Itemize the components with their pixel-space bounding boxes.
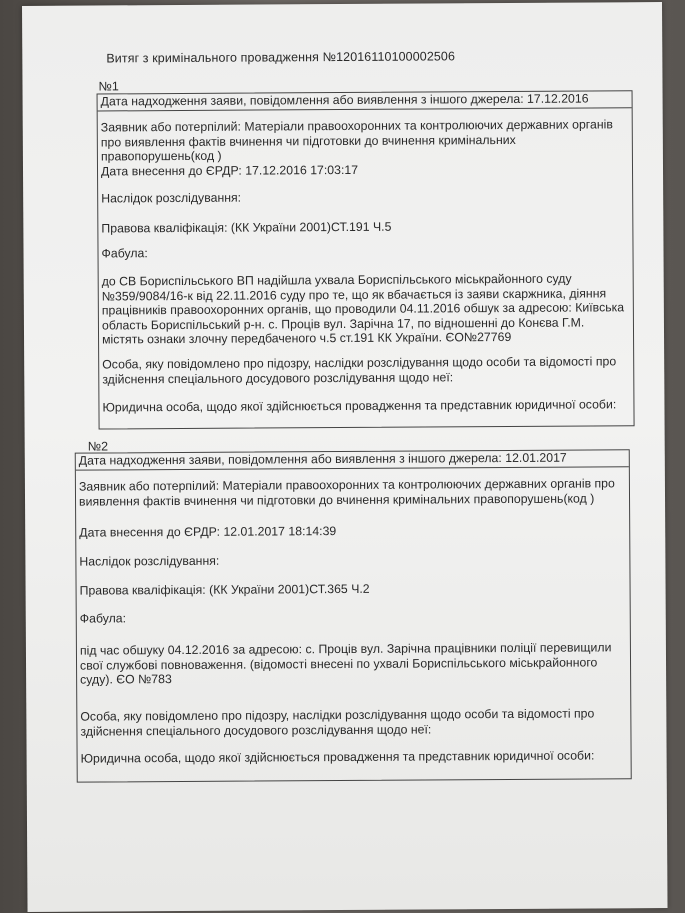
- legal-entity: Юридична особа, щодо якої здійснюється провадження та представник юридичної особи:: [80, 748, 595, 766]
- date-received: Дата надходження заяви, повідомлення або виявлення з іншого джерела: 12.01.2017: [76, 450, 629, 470]
- legal-qualification: Правова кваліфікація: (КК України 2001)СТ.191 Ч.5: [101, 219, 392, 236]
- fabula-label: Фабула:: [79, 611, 127, 626]
- fabula-text: до СВ Бориспільського ВП надійшла ухвала Бориспільського міськрайонного суду №359/9084/16-к від 22.11.2016 суду про те, що як вбачається із заяви скаржника, діяння працівників правоохоронних органів, що проводили 04.11.2016 обшук за адресою: Київська область Бориспільський р-н. с. Проців вул. Зарічна 17, по відношенні до Конєва Г.М. містять ознаки злочну передбаченого ч.5 ст.191 КК України. ЄО№27769: [101, 271, 625, 347]
- applicant: Заявник або потерпілий: Матеріали правоохоронних та контролюючих державних органів про виявлення фактів вчинення чи підготовки до вчинення кримінальних правопорушень(код ): [100, 117, 613, 164]
- investigation-result: Наслідок розслідування:: [101, 190, 242, 206]
- legal-entity: Юридична особа, щодо якої здійснюється провадження та представник юридичної особи:: [102, 397, 617, 415]
- record-box-1: [97, 90, 635, 429]
- record-number: №1: [98, 79, 119, 94]
- erdr-date: Дата внесення до ЄРДР: 12.01.2017 18:14:39: [79, 524, 337, 540]
- applicant: Заявник або потерпілий: Матеріали правоохоронних та контролюючих державних органів про виявлення фактів вчинення чи підготовки до вчинення кримінальних правопорушень(код ): [78, 476, 615, 509]
- record-box-2: [75, 449, 632, 782]
- investigation-result: Наслідок розслідування:: [79, 553, 220, 569]
- record-number: №2: [87, 439, 109, 454]
- legal-qualification: Правова кваліфікація: (КК України 2001)СТ.365 Ч.2: [79, 581, 370, 598]
- suspect-info: Особа, яку повідомлено про підозру, наслідки розслідування щодо особи та відомості про здійснення спеціального досудового розслідування щодо неї:: [102, 354, 617, 386]
- suspect-info: Особа, яку повідомлено про підозру, наслідки розслідування щодо особи та відомості про здійснення спеціального досудового розслідування щодо неї:: [80, 706, 595, 739]
- document-title: Витяг з кримінального провадження №12016110100002506: [106, 49, 456, 66]
- fabula-label: Фабула:: [101, 246, 148, 261]
- document-page: [22, 2, 668, 912]
- date-received: Дата надходження заяви, повідомлення або виявлення з іншого джерела: 17.12.2016: [98, 91, 632, 111]
- fabula-text: під час обшуку 04.12.2016 за адресою: с. Проців вул. Зарічна працівники поліції перевищили свої службові повноваження. (відомості внесені по ухвалі Бориспільського міськрайонного суду). ЄО №783: [79, 640, 612, 687]
- erdr-date: Дата внесення до ЄРДР: 17.12.2016 17:03:17: [100, 162, 359, 179]
